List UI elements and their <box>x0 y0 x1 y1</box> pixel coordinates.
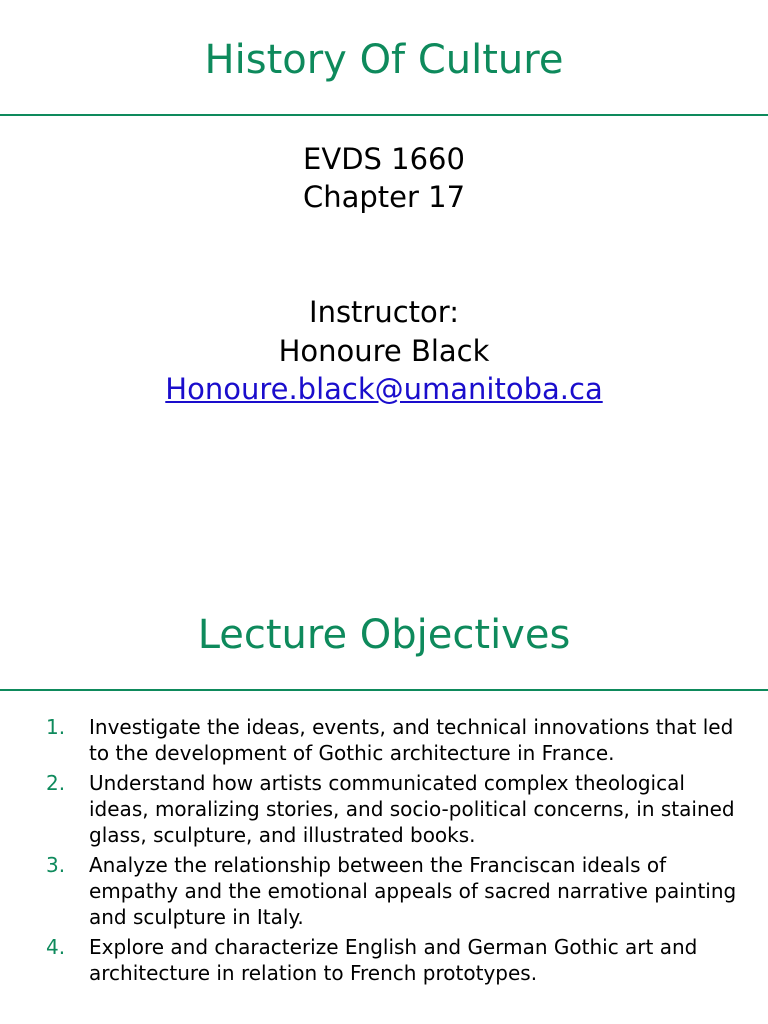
instructor-label: Instructor: <box>309 295 459 329</box>
slide-title: History Of Culture <box>204 37 564 83</box>
item-number: 3. <box>46 853 66 877</box>
objectives-list <box>46 714 746 990</box>
course-code: EVDS 1660 <box>303 142 465 176</box>
chapter-label: Chapter 17 <box>302 180 466 214</box>
list-item <box>46 714 746 766</box>
list-item <box>46 770 746 848</box>
instructor-email-row <box>0 370 768 408</box>
item-number: 2. <box>46 771 66 795</box>
item-text: Investigate the ideas, events, and technical innovations that led to the development of Gothic architecture in France. <box>89 715 734 765</box>
instructor-email-link[interactable]: Honoure.black@umanitoba.ca <box>165 372 603 406</box>
item-text: Analyze the relationship between the Franciscan ideals of empathy and the emotional appeals of sacred narrative painting and sculpture in Italy. <box>89 853 737 929</box>
list-item <box>46 934 746 986</box>
objectives-divider <box>0 689 768 691</box>
list-item <box>46 852 746 930</box>
title-divider <box>0 114 768 116</box>
item-number: 4. <box>46 935 66 959</box>
item-number: 1. <box>46 715 66 739</box>
item-text: Understand how artists communicated complex theological ideas, moralizing stories, and socio-political concerns, in stained glass, sculpture, and illustrated books. <box>89 771 735 847</box>
instructor-name: Honoure Black <box>278 334 490 368</box>
item-text: Explore and characterize English and German Gothic art and architecture in relation to French prototypes. <box>89 935 698 985</box>
objectives-title: Lecture Objectives <box>197 612 571 658</box>
